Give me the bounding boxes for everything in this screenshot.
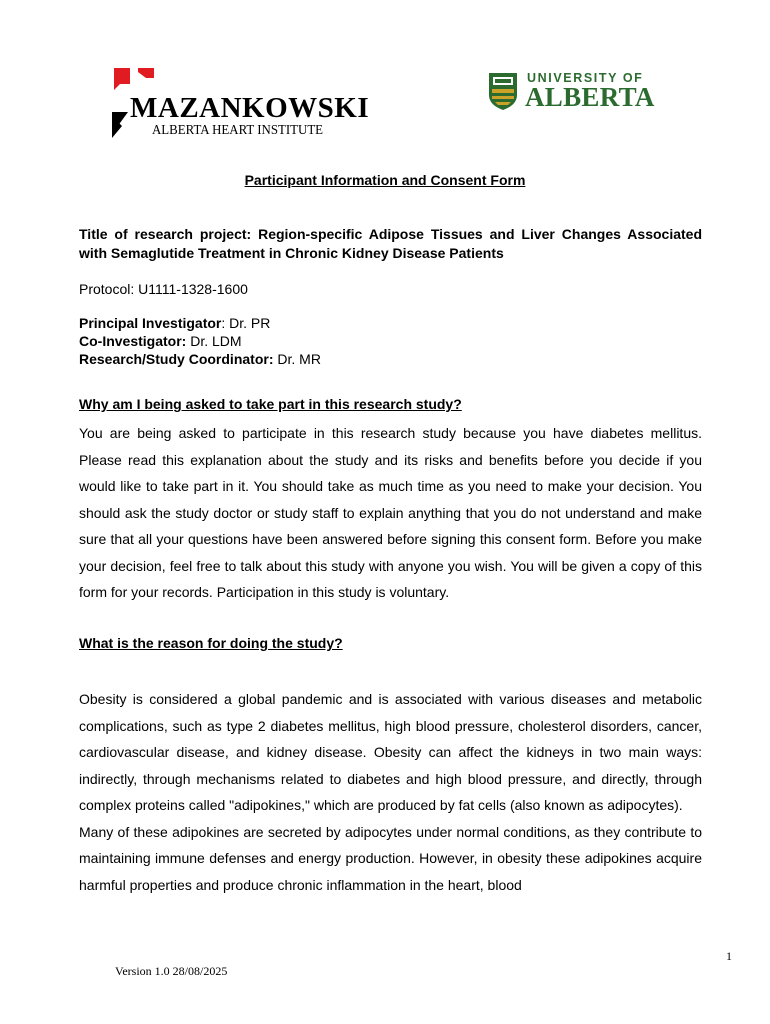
reason-paragraph-2: Many of these adipokines are secreted by adipocytes under normal conditions, as they contribute to maintaining immune defenses and energy production. However, in obesity these adipokines acquire harmful properties and produce chronic inflammation in the heart, blood bbox=[79, 823, 702, 893]
study-coordinator-label: Research/Study Coordinator: bbox=[79, 351, 274, 367]
mazankowski-logo bbox=[110, 68, 370, 142]
section-heading-why: Why am I being asked to take part in this research study? bbox=[79, 396, 462, 412]
section-body-why: You are being asked to participate in this research study because you have diabetes mellitus. Please read this explanation about the study and its risks and benefits before you decide if you would like to take part in it. You should take as much time as you need to make your decision. You should ask the study doctor or study staff to explain anything that you do not understand and make sure that all your questions have been answered before signing this consent form. Before you make your decision, feel free to talk about this study with anyone you wish. You will be given a copy of this form for your records. Participation in this study is voluntary. bbox=[79, 425, 702, 600]
mazankowski-subtitle: ALBERTA HEART INSTITUTE bbox=[152, 123, 324, 138]
principal-investigator-value: : Dr. PR bbox=[221, 315, 271, 331]
principal-investigator-label: Principal Investigator bbox=[79, 315, 222, 331]
principal-investigator bbox=[79, 314, 702, 332]
university-of-alberta-logo bbox=[488, 70, 658, 114]
protocol-number: Protocol: U1111-1328-1600 bbox=[79, 281, 248, 297]
reason-paragraph-1: Obesity is considered a global pandemic and is associated with various diseases and metabolic complications, such as type 2 diabetes mellitus, high blood pressure, cholesterol disorders, cancer, cardiovascular disease, and kidney disease. Obesity can affect the kidneys in two main ways: indirectly, through mechanisms related to diabetes and high blood pressure, and directly, through complex proteins called "adipokines," which are produced by fat cells (also known as adipocytes). bbox=[79, 691, 702, 813]
version-footer: Version 1.0 28/08/2025 bbox=[115, 964, 228, 978]
co-investigator-label: Co-Investigator: bbox=[79, 333, 187, 349]
investigators-list bbox=[79, 314, 702, 368]
study-coordinator-value: Dr. MR bbox=[273, 351, 321, 367]
form-heading: Participant Information and Consent Form bbox=[244, 172, 526, 188]
section-heading-reason: What is the reason for doing the study? bbox=[79, 635, 343, 651]
research-title: Title of research project: Region-specific Adipose Tissues and Liver Changes Associated with Semaglutide Treatment in Chronic Kidney Disease Patients bbox=[79, 226, 702, 261]
university-logo-top: UNIVERSITY OF bbox=[527, 71, 644, 85]
university-logo-bottom: ALBERTA bbox=[525, 82, 655, 112]
university-shield-icon bbox=[488, 71, 518, 111]
page-number: 1 bbox=[726, 949, 732, 963]
mazankowski-title: MAZANKOWSKI bbox=[130, 92, 370, 124]
co-investigator bbox=[79, 332, 702, 350]
section-body-reason bbox=[79, 686, 702, 898]
co-investigator-value: Dr. LDM bbox=[186, 333, 242, 349]
study-coordinator bbox=[79, 350, 702, 368]
